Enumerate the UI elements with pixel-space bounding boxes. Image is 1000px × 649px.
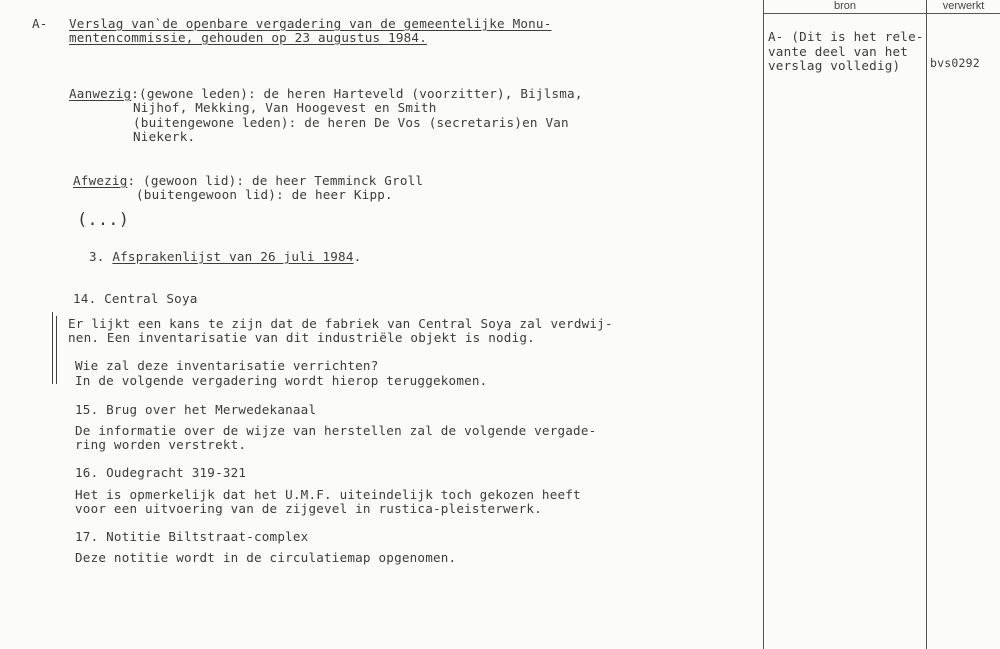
item-15-heading: 15. Brug over het Merwedekanaal	[75, 402, 317, 417]
aanwezig-line-4: Niekerk.	[133, 129, 196, 144]
omission-ellipsis: (...)	[77, 210, 130, 230]
aanwezig-text: :(gewone leden): de heren Harteveld (voorzitter), Bijlsma,	[131, 86, 583, 101]
afwezig-line-2: (buitengewoon lid): de heer Kipp.	[136, 187, 393, 202]
aanwezig-line-1	[69, 86, 583, 101]
bron-column-header: bron	[833, 0, 857, 12]
item-3-heading	[89, 249, 361, 264]
item-16-line-1: Het is opmerkelijk dat het U.M.F. uiteindelijk toch gekozen heeft	[75, 487, 581, 502]
item-3-end: .	[353, 249, 362, 264]
afwezig-line-1	[73, 173, 423, 188]
aanwezig-line-3: (buitengewone leden): de heren De Vos (secretaris)en Van	[133, 115, 569, 130]
item-14-paragraph-1-line-1: Er lijkt een kans te zijn dat de fabriek van Central Soya zal verdwij-	[68, 316, 613, 331]
verwerkt-column-left-rule	[926, 0, 927, 649]
item-16-line-2: voor een uitvoering van de zijgevel in rustica-pleisterwerk.	[75, 501, 542, 516]
item-14-paragraph-1-line-2: nen. Een inventarisatie van dit industriële objekt is nodig.	[68, 330, 535, 345]
document-title-line-1: Verslag van`de openbare vergadering van de gemeentelijke Monu-	[69, 16, 552, 31]
document-title-line-2: mentencommissie, gehouden op 23 augustus 1984.	[69, 30, 427, 45]
margin-bar-right	[56, 316, 57, 384]
verwerkt-column-header: verwerkt	[942, 0, 985, 12]
item-14-paragraph-2-line-1: Wie zal deze inventarisatie verrichten?	[75, 358, 379, 373]
bron-note-line-1: A- (Dit is het rele-	[768, 29, 924, 44]
item-16-heading: 16. Oudegracht 319-321	[75, 465, 247, 480]
item-marker: A-	[32, 16, 48, 31]
item-17-heading: 17. Notitie Biltstraat-complex	[75, 529, 309, 544]
header-rule	[763, 13, 1000, 14]
item-17-line-1: Deze notitie wordt in de circulatiemap opgenomen.	[75, 550, 457, 565]
bron-column-left-rule	[763, 0, 764, 649]
aanwezig-label: Aanwezig	[69, 86, 132, 101]
aanwezig-line-2: Nijhof, Mekking, Van Hoogevest en Smith	[133, 100, 437, 115]
margin-bar-left	[52, 312, 53, 384]
afwezig-text: : (gewoon lid): de heer Temminck Groll	[127, 173, 424, 188]
item-3-title: Afsprakenlijst van 26 juli 1984	[112, 249, 354, 264]
item-14-paragraph-2-line-2: In de volgende vergadering wordt hierop teruggekomen.	[75, 373, 488, 388]
item-3-number: 3.	[89, 249, 113, 264]
item-15-line-2: ring worden verstrekt.	[75, 437, 247, 452]
bron-note-line-2: vante deel van het	[768, 44, 909, 59]
item-14-heading: 14. Central Soya	[73, 291, 198, 306]
bron-note-line-3: verslag volledig)	[768, 58, 901, 73]
afwezig-label: Afwezig	[73, 173, 128, 188]
verwerkt-code: bvs0292	[930, 56, 980, 70]
item-15-line-1: De informatie over de wijze van herstellen zal de volgende vergade-	[75, 423, 597, 438]
